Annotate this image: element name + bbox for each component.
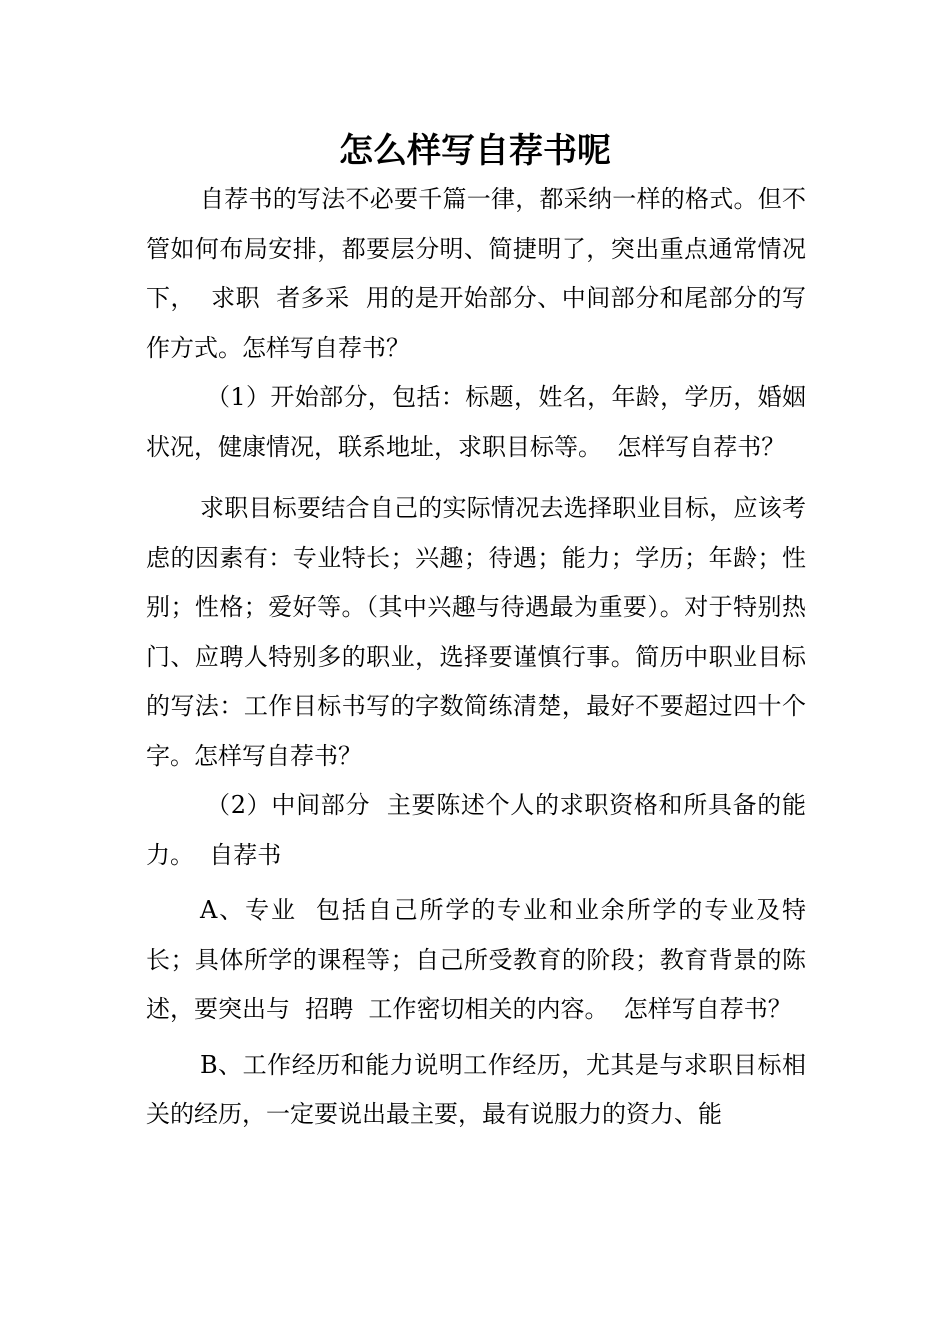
paragraph-major: A、专业 包括自己所学的专业和业余所学的专业及特长；具体所学的课程等；自己所受教育的阶段；教育背景的陈述，要突出与 招聘 工作密切相关的内容。 怎样写自荐书？ — [146, 896, 806, 1023]
paragraph-intro: 自荐书的写法不必要千篇一律，都采纳一样的格式。但不管如何布局安排，都要层分明、简捷明了，突出重点通常情况下， 求职 者多采 用的是开始部分、中间部分和尾部分的写作方式。怎样写自荐书？ — [146, 185, 806, 362]
paragraph-middle-part: （2）中间部分 主要陈述个人的求职资格和所具备的能力。 自荐书 — [146, 791, 806, 869]
paragraph-opening-part: （1）开始部分，包括：标题，姓名，年龄，学历，婚姻状况，健康情况，联系地址，求职目标等。 怎样写自荐书？ — [146, 383, 806, 461]
document-title: 怎么样写自荐书呢 — [339, 131, 611, 171]
paragraph-job-objective: 求职目标要结合自己的实际情况去选择职业目标，应该考虑的因素有：专业特长；兴趣；待遇；能力；学历；年龄；性别；性格；爱好等。（其中兴趣与待遇最为重要）。对于特别热门、应聘人特别多的职业，选择要谨慎行事。简历中职业目标的写法：工作目标书写的字数简练清楚，最好不要超过四十个字。怎样写自荐书？ — [146, 494, 806, 770]
paragraph-work-experience: B、工作经历和能力说明工作经历，尤其是与求职目标相关的经历，一定要说出最主要，最有说服力的资力、能 — [146, 1050, 806, 1128]
document-body — [146, 175, 806, 1140]
